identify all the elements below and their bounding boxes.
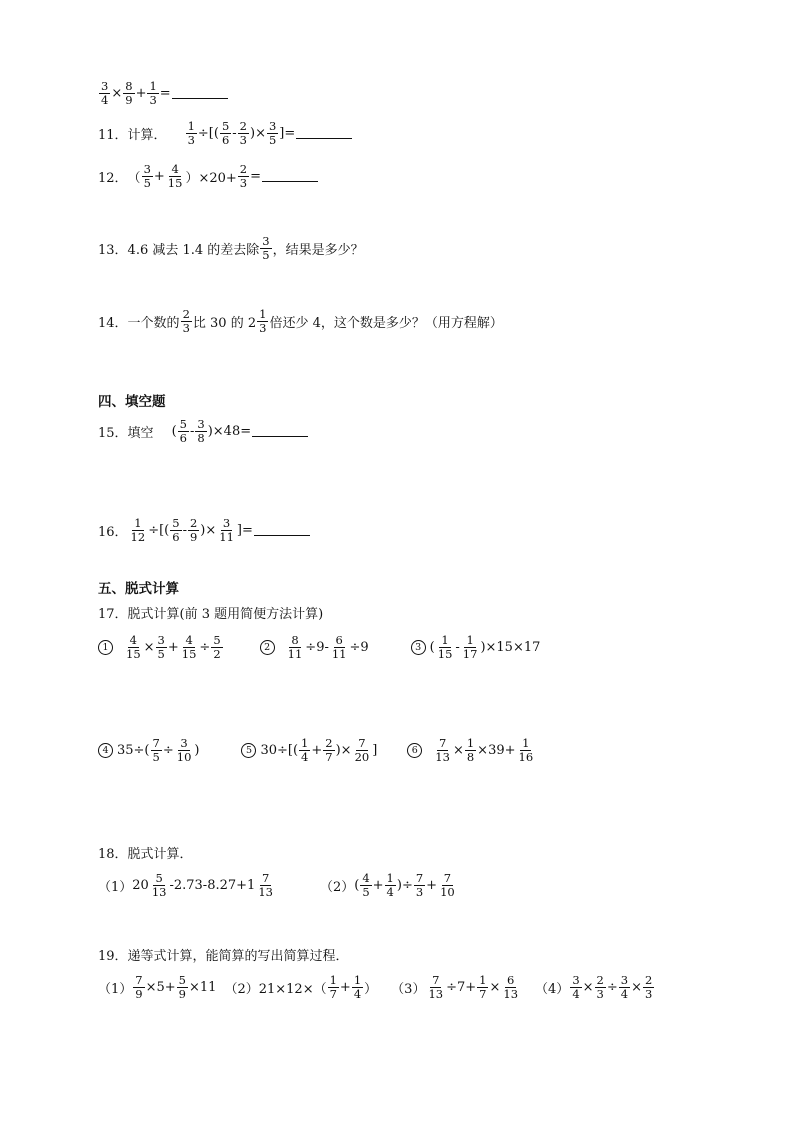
expression-text: × (143, 640, 155, 655)
expression-text: ( (354, 878, 360, 893)
denominator: 6 (221, 133, 230, 147)
numerator: 1 (187, 119, 195, 133)
expression-text: ÷[( (197, 126, 219, 141)
numerator: 3 (268, 119, 277, 133)
fraction (217, 517, 236, 544)
expression-text: ÷ (162, 743, 174, 758)
expression-text: )× (250, 126, 266, 141)
denominator: 4 (301, 750, 309, 764)
denominator: 3 (645, 987, 653, 1001)
expression-text: + (372, 878, 384, 893)
circled-number: 5 (241, 743, 256, 758)
circled-number: 6 (407, 743, 422, 758)
numerator: 7 (415, 871, 424, 885)
numerator: 1 (522, 736, 530, 750)
fraction (330, 634, 349, 661)
fraction (385, 872, 396, 899)
fraction (501, 974, 520, 1001)
fraction (178, 418, 189, 445)
numerator: 1 (466, 736, 475, 750)
expression-text: × (582, 980, 594, 995)
circled-number: 1 (98, 640, 113, 655)
denominator: 3 (259, 321, 267, 335)
numerator: 3 (572, 973, 580, 987)
denominator: 9 (125, 93, 133, 107)
numerator: 7 (261, 871, 270, 885)
fraction (211, 634, 222, 661)
numerator: 1 (353, 973, 362, 987)
question-number: 11． (98, 128, 128, 143)
q18-expressions (98, 872, 458, 899)
expression-text: )×48= (207, 424, 252, 439)
q19-expressions (98, 974, 655, 1001)
expression-text: ÷9- (305, 640, 329, 655)
denominator: 13 (151, 885, 167, 899)
fraction (267, 120, 278, 147)
question-13 (98, 235, 364, 262)
expression-text: = (159, 86, 171, 101)
expression-text: ] (372, 743, 378, 758)
denominator: 20 (354, 750, 370, 764)
denominator: 3 (182, 321, 190, 335)
fraction (142, 163, 153, 190)
numerator: 5 (213, 633, 221, 647)
expression-text: ]= (236, 523, 253, 538)
expression-text: 20 (132, 878, 149, 893)
expression-text: + (426, 878, 438, 893)
fraction (147, 80, 158, 107)
denominator: 7 (329, 987, 337, 1001)
denominator: 3 (239, 133, 247, 147)
fraction (328, 974, 339, 1001)
expression-text: 4.6 减去 1.4 的差去除 (127, 243, 260, 258)
part-label: （3） (391, 982, 426, 997)
expression-text: ÷9 (349, 640, 369, 655)
fraction (156, 634, 167, 661)
fraction (570, 974, 581, 1001)
numerator: 6 (335, 633, 343, 647)
expression-text: )× (200, 523, 217, 538)
denominator: 7 (325, 750, 333, 764)
expression-text: 比 30 的 2 (192, 316, 257, 331)
fraction (180, 634, 199, 661)
fraction (124, 634, 143, 661)
expression-text: ×5+ (145, 980, 176, 995)
denominator: 17 (462, 647, 478, 661)
fraction (256, 872, 275, 899)
expression-text: ( (429, 640, 435, 655)
numerator: 5 (172, 516, 180, 530)
numerator: 4 (129, 633, 137, 647)
fraction (195, 418, 206, 445)
expression-text: ( (171, 424, 177, 439)
fraction (465, 737, 476, 764)
fraction (175, 737, 194, 764)
expression-text: × (111, 86, 123, 101)
numerator: 8 (291, 633, 299, 647)
question-16 (98, 517, 310, 544)
q10-expression (98, 80, 228, 107)
question-number: 15． (98, 426, 128, 441)
fraction (220, 120, 231, 147)
expression-text: )× (335, 743, 352, 758)
question-11 (98, 120, 352, 147)
denominator: 13 (428, 987, 444, 1001)
numerator: 5 (178, 973, 186, 987)
denominator: 15 (181, 647, 197, 661)
expression-text: + (167, 640, 179, 655)
expression-text: - (232, 126, 237, 141)
expression-text: ÷7+ (446, 980, 477, 995)
expression-text: 一个数的 (127, 316, 180, 331)
answer-blank[interactable] (252, 426, 308, 437)
denominator: 4 (386, 885, 394, 899)
expression-text: 21×12×（ (258, 982, 327, 997)
numerator: 1 (149, 79, 157, 93)
answer-blank[interactable] (296, 128, 352, 139)
fraction (352, 974, 363, 1001)
numerator: 3 (262, 234, 270, 248)
expression-text: ]= (279, 126, 296, 141)
denominator: 10 (440, 885, 455, 899)
expression-text: - (182, 523, 187, 538)
denominator: 11 (331, 647, 347, 661)
fraction (438, 872, 457, 899)
numerator: 3 (197, 417, 205, 431)
numerator: 3 (180, 736, 188, 750)
denominator: 8 (197, 431, 205, 445)
circled-number: 4 (98, 743, 113, 758)
fraction (238, 120, 249, 147)
denominator: 5 (152, 750, 160, 764)
numerator: 1 (441, 633, 449, 647)
denominator: 4 (572, 987, 580, 1001)
answer-blank[interactable] (172, 88, 228, 99)
fraction (129, 517, 148, 544)
fraction (619, 974, 630, 1001)
numerator: 2 (182, 307, 190, 321)
part-label: （4） (535, 982, 570, 997)
expression-text: ）×20+ (185, 171, 237, 186)
fraction (595, 974, 606, 1001)
numerator: 2 (239, 162, 248, 176)
denominator: 6 (172, 530, 180, 544)
numerator: 4 (362, 871, 370, 885)
fraction (133, 974, 144, 1001)
numerator: 6 (507, 973, 515, 987)
denominator: 10 (176, 750, 192, 764)
fraction (477, 974, 488, 1001)
expression-text: )÷ (396, 878, 413, 893)
fraction (188, 517, 199, 544)
fraction (353, 737, 372, 764)
q17-row-2 (98, 737, 536, 764)
expression-text: × (452, 743, 464, 758)
denominator: 2 (213, 647, 221, 661)
fraction (286, 634, 305, 661)
numerator: 4 (171, 162, 179, 176)
numerator: 4 (185, 633, 193, 647)
denominator: 11 (287, 647, 303, 661)
denominator: 5 (143, 176, 151, 190)
question-18 (98, 843, 193, 862)
fraction (461, 634, 480, 661)
expression-text: = (250, 169, 261, 184)
numerator: 3 (143, 162, 151, 176)
denominator: 3 (187, 133, 195, 147)
part-label: （1） (98, 982, 133, 997)
denominator: 13 (258, 885, 273, 899)
denominator: 5 (268, 133, 277, 147)
question-title: 递等式计算，能简算的写出简算过程． (127, 949, 349, 964)
question-number: 14． (98, 316, 128, 331)
denominator: 8 (466, 750, 475, 764)
expression-text: -2.73-8.27+1 (169, 878, 256, 893)
expression-text: - (189, 424, 195, 439)
fraction (257, 308, 268, 335)
numerator: 7 (152, 736, 160, 750)
question-label: 填空 (127, 426, 154, 441)
expression-text: ，结果是多少？ (272, 243, 364, 258)
expression-text: ×11 (189, 980, 217, 995)
numerator: 5 (155, 871, 163, 885)
numerator: 7 (135, 973, 143, 987)
question-12 (98, 163, 318, 190)
numerator: 2 (596, 973, 604, 987)
expression-text: ) (194, 743, 200, 758)
question-label: 计算． (127, 128, 167, 143)
question-title: 脱式计算(前 3 题用简便方法计算) (127, 607, 324, 622)
fraction (414, 872, 425, 899)
question-number: 12． (98, 171, 128, 186)
fraction (517, 737, 536, 764)
fraction (238, 163, 249, 190)
numerator: 3 (101, 79, 109, 93)
fraction (170, 517, 181, 544)
expression-text: × (631, 980, 643, 995)
fraction (426, 974, 445, 1001)
answer-blank[interactable] (262, 171, 318, 182)
section-heading: 五、脱式计算 (98, 581, 179, 597)
expression-text: 30÷[( (260, 743, 299, 758)
q17-row-1 (98, 634, 540, 661)
fraction (436, 634, 455, 661)
fraction (323, 737, 334, 764)
denominator: 3 (596, 987, 604, 1001)
denominator: 15 (167, 176, 183, 190)
numerator: 3 (157, 633, 165, 647)
expression-text: )×15×17 (480, 640, 541, 655)
fraction (177, 974, 188, 1001)
circled-number: 3 (411, 640, 426, 655)
numerator: 2 (189, 516, 198, 530)
fraction (260, 235, 271, 262)
fraction (166, 163, 185, 190)
part-label: （2） (319, 880, 355, 895)
expression-text: （ (127, 171, 141, 186)
question-number: 17． (98, 607, 128, 622)
denominator: 7 (479, 987, 487, 1001)
fraction (181, 308, 192, 335)
denominator: 13 (435, 750, 450, 764)
section-heading: 四、填空题 (98, 394, 166, 410)
numerator: 3 (620, 973, 629, 987)
fraction (99, 80, 110, 107)
question-number: 19． (98, 949, 128, 964)
fraction (151, 737, 162, 764)
denominator: 3 (149, 93, 157, 107)
numerator: 1 (479, 973, 487, 987)
fraction (150, 872, 169, 899)
fraction (433, 737, 452, 764)
denominator: 4 (353, 987, 362, 1001)
denominator: 3 (415, 885, 424, 899)
expression-text: + (311, 743, 323, 758)
numerator: 2 (239, 119, 247, 133)
question-17 (98, 603, 323, 622)
question-number: 13． (98, 243, 128, 258)
part-label: （2） (224, 982, 259, 997)
numerator: 8 (125, 79, 133, 93)
fraction (643, 974, 654, 1001)
numerator: 7 (432, 973, 440, 987)
expression-text: ÷ (199, 640, 211, 655)
circled-number: 2 (260, 640, 275, 655)
numerator: 2 (325, 736, 333, 750)
question-14 (98, 308, 503, 335)
numerator: 1 (329, 973, 337, 987)
numerator: 1 (386, 871, 394, 885)
denominator: 11 (219, 530, 234, 544)
fraction (299, 737, 310, 764)
denominator: 9 (178, 987, 186, 1001)
expression-text: ×39+ (477, 743, 516, 758)
numerator: 5 (179, 417, 187, 431)
question-title: 脱式计算． (127, 847, 193, 862)
expression-text: + (135, 86, 147, 101)
expression-text: × (489, 980, 501, 995)
denominator: 15 (126, 647, 141, 661)
denominator: 12 (130, 530, 146, 544)
numerator: 7 (443, 871, 452, 885)
numerator: 2 (645, 973, 653, 987)
numerator: 5 (221, 119, 230, 133)
expression-text: 35÷( (117, 743, 150, 758)
denominator: 15 (437, 647, 453, 661)
numerator: 7 (438, 736, 447, 750)
fraction (360, 872, 371, 899)
denominator: 9 (189, 530, 198, 544)
part-label: （1） (98, 880, 133, 895)
denominator: 5 (262, 248, 270, 262)
numerator: 3 (222, 516, 231, 530)
expression-text: + (339, 980, 351, 995)
question-number: 16． (98, 525, 128, 540)
numerator: 1 (134, 516, 142, 530)
numerator: 1 (259, 307, 267, 321)
expression-text: + (153, 169, 165, 184)
denominator: 4 (620, 987, 629, 1001)
question-15 (98, 418, 308, 445)
denominator: 5 (157, 647, 165, 661)
question-number: 18． (98, 847, 128, 862)
fraction (186, 120, 197, 147)
fraction (123, 80, 134, 107)
denominator: 13 (503, 987, 519, 1001)
expression-text: ） (364, 982, 378, 997)
numerator: 7 (358, 736, 366, 750)
numerator: 1 (466, 633, 474, 647)
denominator: 9 (135, 987, 143, 1001)
denominator: 16 (518, 750, 534, 764)
expression-text: - (455, 640, 460, 655)
denominator: 4 (101, 93, 109, 107)
denominator: 5 (362, 885, 370, 899)
expression-text: ÷ (606, 980, 618, 995)
expression-text: 倍还少 4，这个数是多少？（用方程解） (269, 316, 503, 331)
expression-text: ÷[( (148, 523, 170, 538)
numerator: 1 (301, 736, 309, 750)
question-19 (98, 945, 349, 964)
denominator: 6 (179, 431, 187, 445)
answer-blank[interactable] (254, 525, 310, 536)
denominator: 3 (239, 176, 248, 190)
